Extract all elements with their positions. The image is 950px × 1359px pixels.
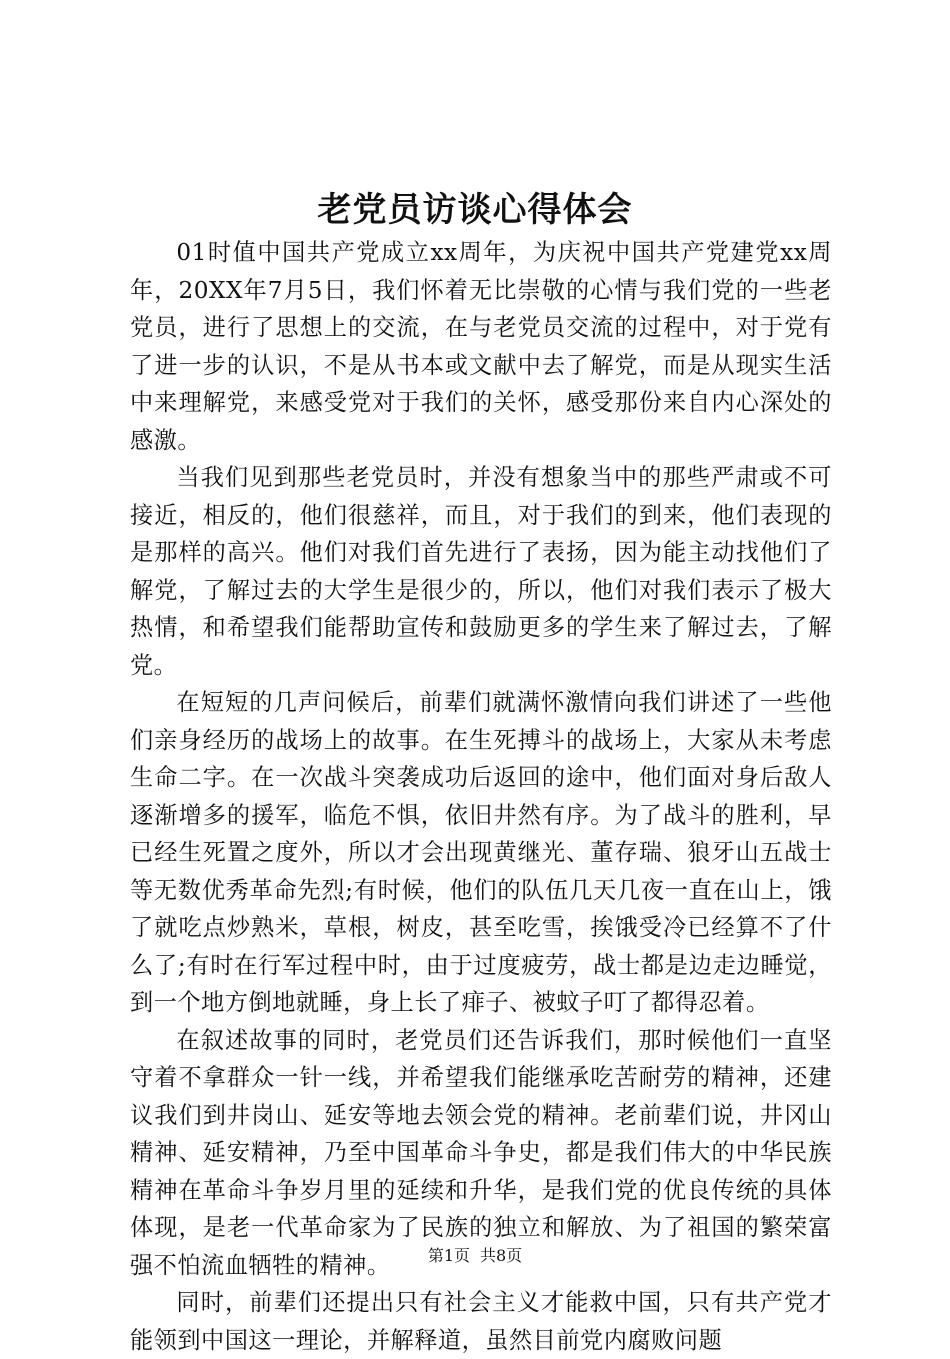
page-footer <box>0 1246 950 1266</box>
document-title: 老党员访谈心得体会 <box>317 190 633 230</box>
paragraph: 01时值中国共产党成立xx周年，为庆祝中国共产党建党xx周年，20XX年7月5日，我们怀着无比崇敬的心情与我们党的一些老党员，进行了思想上的交流，在与老党员交流的过程中，对于党有了进一步的认识，不是从书本或文献中去了解党，而是从现实生活中来理解党，来感受党对于我们的关怀，感受那份来自内心深处的感激。 <box>130 239 832 454</box>
paragraph: 当我们见到那些老党员时，并没有想象当中的那些严肃或不可接近，相反的，他们很慈祥，而且，对于我们的到来，他们表现的是那样的高兴。他们对我们首先进行了表扬，因为能主动找他们了解党，了解过去的大学生是很少的，所以，他们对我们表示了极大热情，和希望我们能帮助宣传和鼓励更多的学生来了解过去，了解党。 <box>130 464 832 679</box>
page-number: 第1页 <box>427 1246 470 1265</box>
paragraph: 在短短的几声问候后，前辈们就满怀激情向我们讲述了一些他们亲身经历的战场上的故事。在生死搏斗的战场上，大家从未考虑生命二字。在一次战斗突袭成功后返回的途中，他们面对身后敌人逐渐增多的援军，临危不惧，依旧井然有序。为了战斗的胜利，早已经生死置之度外，所以才会出现黄继光、董存瑞、狼牙山五战士等无数优秀革命先烈;有时候，他们的队伍几天几夜一直在山上，饿了就吃点炒熟米，草根，树皮，甚至吃雪，挨饿受冷已经算不了什么了;有时在行军过程中时，由于过度疲劳，战士都是边走边睡觉，到一个地方倒地就睡，身上长了痱子、被蚊子叮了都得忍着。 <box>130 689 832 1016</box>
paragraph: 同时，前辈们还提出只有社会主义才能救中国，只有共产党才能领到中国这一理论，并解释道，虽然目前党内腐败问题 <box>130 1289 832 1354</box>
paragraph: 在叙述故事的同时，老党员们还告诉我们，那时候他们一直坚守着不拿群众一针一线，并希望我们能继承吃苦耐劳的精神，还建议我们到井岗山、延安等地去领会党的精神。老前辈们说，井冈山精神、延安精神，乃至中国革命斗争史，都是我们伟大的中华民族精神在革命斗争岁月里的延续和升华，是我们党的优良传统的具体体现，是老一代革命家为了民族的独立和解放、为了祖国的繁荣富强不怕流血牺牲的精神。 <box>130 1026 832 1279</box>
document-body <box>130 234 832 1359</box>
page-total: 共8页 <box>480 1246 523 1265</box>
